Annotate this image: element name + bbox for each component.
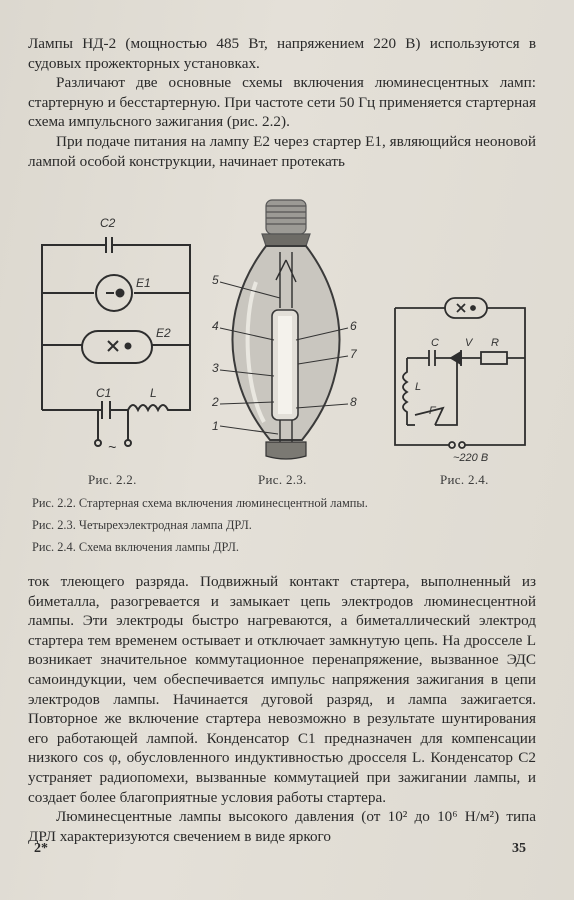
label-2: 2 xyxy=(212,395,219,409)
bottom-text xyxy=(28,572,536,846)
paragraph-5: Люминесцентные лампы высокого давления (от 10² до 10⁶ Н/м²) типа ДРЛ характеризуются свечением в виде яркого xyxy=(28,808,536,845)
page-number: 35 xyxy=(512,841,526,856)
figure-2-2-circuit xyxy=(30,205,210,460)
label-l: L xyxy=(415,381,422,393)
label-f: F xyxy=(429,405,436,417)
label-ac: ~ xyxy=(108,439,117,455)
label-c1: C1 xyxy=(96,386,112,400)
label-3: 3 xyxy=(212,361,219,375)
label-4: 4 xyxy=(212,319,219,333)
signature-mark: 2* xyxy=(34,841,48,856)
label-voltage: ~220 В xyxy=(453,452,489,464)
caption-2-4: Рис. 2.4. Схема включения лампы ДРЛ. xyxy=(32,540,240,554)
paragraph-2: Различают две основные схемы включения люминесцентных ламп: стартерную и бесстартерную. При частоте сети 50 Гц применяется стартерная схема импульсного зажигания (рис. 2.2). xyxy=(28,74,536,131)
figure-2-3-lamp xyxy=(200,190,370,470)
label-8: 8 xyxy=(350,395,357,409)
paragraph-1: Лампы НД-2 (мощностью 485 Вт, напряжением 220 В) используются в судовых прожекторных установках. xyxy=(28,35,536,72)
figure-2-4-circuit xyxy=(385,290,545,465)
fig-2-4-label: Рис. 2.4. xyxy=(440,472,489,487)
label-e1: E1 xyxy=(136,276,151,290)
label-l: L xyxy=(150,386,157,400)
fig-2-3-label: Рис. 2.3. xyxy=(258,472,307,487)
caption-2-2: Рис. 2.2. Стартерная схема включения люминесцентной лампы. xyxy=(32,496,368,510)
label-c: C xyxy=(431,337,439,349)
label-6: 6 xyxy=(350,319,357,333)
label-e2: E2 xyxy=(156,326,171,340)
paragraph-4: ток тлеющего разряда. Подвижный контакт стартера, выполненный из биметалла, разогревается и замыкает цепь электродов люминесцентной лампы. Эти электроды быстро нагреваются, а биметаллический электрод стартера тем временем остывает и отключает замкнутую цепь. На дросселе L возникает значительное коммутационное перенапряжение, вызванное ЭДС самоиндукции, чем обеспечивается импульс напряжения зажигания в цепи электродов лампы. Начинается дуговой разряд, и лампа зажигается. Повторное же включение стартера невозможно в результате шунтирования его работающей лампой. Конденсатор C1 предназначен для компенсации низкого cos φ, обусловленного индуктивностью дросселя L. Конденсатор C2 устраняет радиопомехи, вызванные коммутацией при зажигании лампы, и создает более благоприятные условия работы стартера. xyxy=(28,573,536,806)
label-c2: C2 xyxy=(100,216,116,230)
label-r: R xyxy=(491,337,499,349)
paragraph-3: При подаче питания на лампу E2 через стартер E1, являющийся неоновой лампой особой конструкции, начинает протекать xyxy=(28,132,536,170)
label-1: 1 xyxy=(212,419,219,433)
label-5: 5 xyxy=(212,273,219,287)
label-v: V xyxy=(465,337,473,349)
top-text xyxy=(28,34,536,171)
fig-2-2-label: Рис. 2.2. xyxy=(88,472,137,487)
label-7: 7 xyxy=(350,347,357,361)
caption-2-3: Рис. 2.3. Четырехэлектродная лампа ДРЛ. xyxy=(32,518,252,532)
